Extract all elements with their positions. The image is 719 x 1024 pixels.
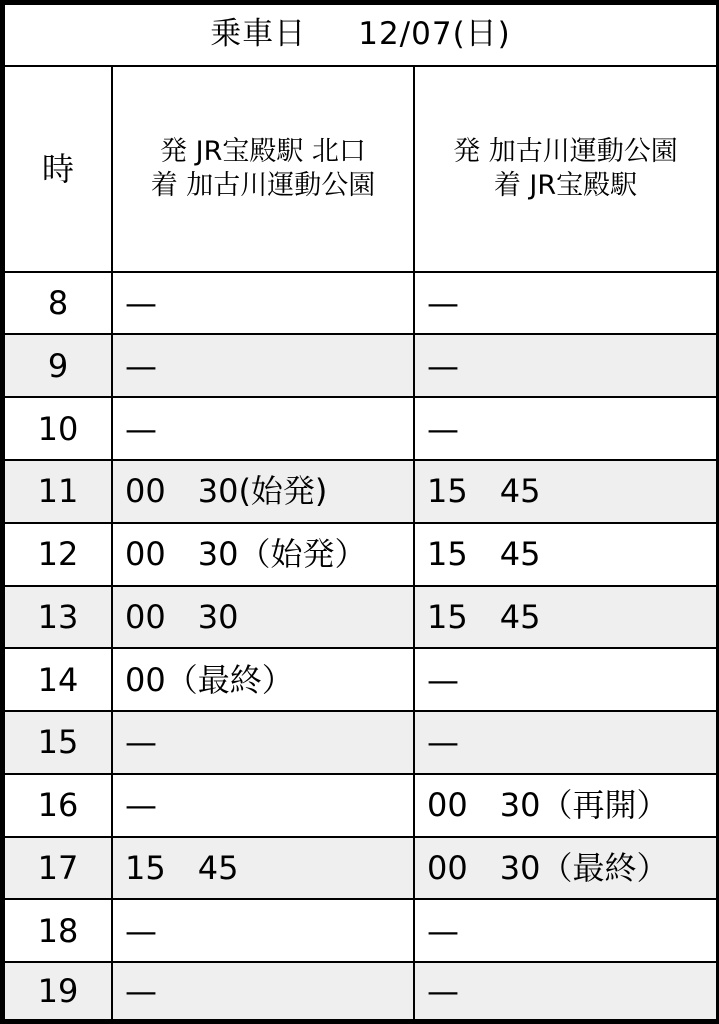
return-times: — (414, 962, 717, 1020)
table-row (4, 648, 717, 711)
return-times: 15 45 (414, 460, 717, 523)
outbound-times: 15 45 (112, 837, 414, 900)
header-row (4, 66, 717, 272)
table-row (4, 586, 717, 649)
outbound-times: — (112, 272, 414, 335)
return-arrival: 着 JR宝殿駅 (493, 169, 638, 201)
return-times: 00 30（再開） (414, 774, 717, 837)
table-row (4, 711, 717, 774)
hour-cell: 19 (4, 962, 112, 1020)
table-row (4, 774, 717, 837)
outbound-departure: 発 JR宝殿駅 北口 (160, 135, 366, 167)
return-times: — (414, 899, 717, 962)
table-row (4, 460, 717, 523)
bus-timetable (3, 3, 718, 1021)
return-departure: 発 加古川運動公園 (453, 135, 678, 167)
return-times: 15 45 (414, 586, 717, 649)
hour-cell: 8 (4, 272, 112, 335)
hour-cell: 14 (4, 648, 112, 711)
hour-cell: 11 (4, 460, 112, 523)
boarding-date-label: 乗車日 (210, 16, 307, 53)
boarding-date-value: 12/07(日) (358, 16, 511, 53)
return-times: — (414, 711, 717, 774)
hour-cell: 18 (4, 899, 112, 962)
return-times: — (414, 334, 717, 397)
hour-column-header: 時 (4, 66, 112, 272)
hour-cell: 12 (4, 523, 112, 586)
outbound-times: — (112, 899, 414, 962)
table-row (4, 837, 717, 900)
hour-cell: 13 (4, 586, 112, 649)
hour-cell: 10 (4, 397, 112, 460)
table-row (4, 272, 717, 335)
return-times: — (414, 272, 717, 335)
route-outbound-header (112, 66, 414, 272)
table-row (4, 334, 717, 397)
outbound-times: — (112, 711, 414, 774)
hour-cell: 9 (4, 334, 112, 397)
outbound-times: — (112, 334, 414, 397)
boarding-date (4, 4, 717, 66)
outbound-times: — (112, 774, 414, 837)
table-row (4, 523, 717, 586)
table-row (4, 962, 717, 1020)
outbound-arrival: 着 加古川運動公園 (150, 169, 376, 201)
date-row (4, 4, 717, 66)
return-times: 00 30（最終） (414, 837, 717, 900)
outbound-times: 00 30(始発) (112, 460, 414, 523)
hour-cell: 15 (4, 711, 112, 774)
route-return-header (414, 66, 717, 272)
outbound-times: 00 30 (112, 586, 414, 649)
return-times: — (414, 397, 717, 460)
outbound-times: 00（最終） (112, 648, 414, 711)
hour-cell: 16 (4, 774, 112, 837)
return-times: — (414, 648, 717, 711)
table-row (4, 397, 717, 460)
outbound-times: — (112, 397, 414, 460)
return-times: 15 45 (414, 523, 717, 586)
hour-cell: 17 (4, 837, 112, 900)
outbound-times: 00 30（始発） (112, 523, 414, 586)
table-row (4, 899, 717, 962)
outbound-times: — (112, 962, 414, 1020)
